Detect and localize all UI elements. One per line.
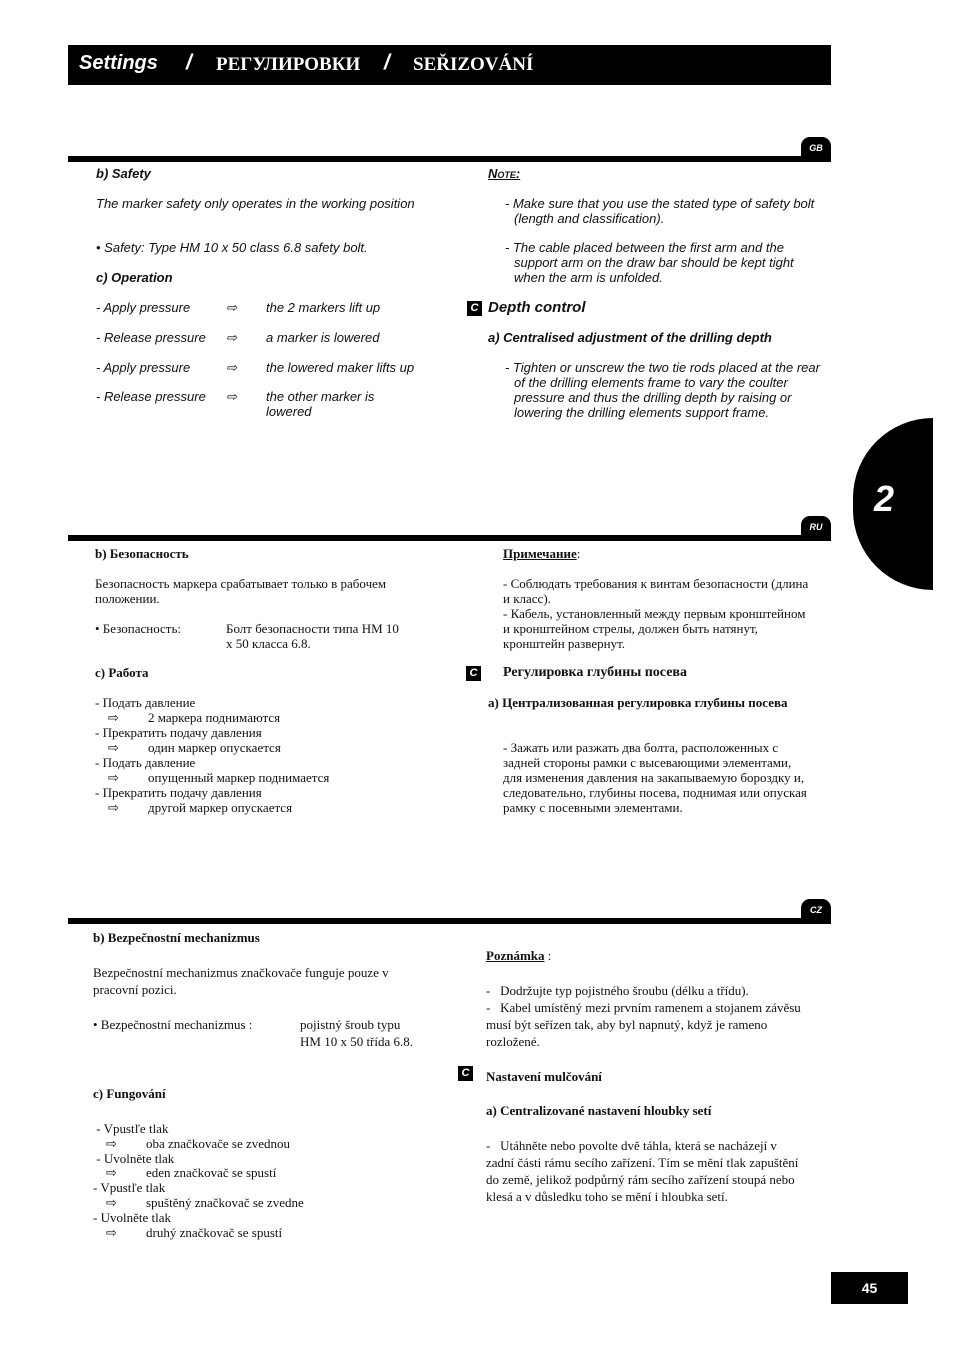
gb-op-result: the 2 markers lift up (266, 300, 381, 315)
cz-op-result: eden značkovač se spustí (146, 1165, 277, 1180)
header-separator: / (384, 51, 390, 74)
cz-op-action: - Uvolněte tlak (93, 1210, 171, 1225)
section-rule-cz (68, 918, 831, 924)
section-rule-ru (68, 535, 831, 541)
arrow-icon: ⇨ (106, 1136, 117, 1151)
gb-safety-bullet: • Safety: Type HM 10 x 50 class 6.8 safety bolt. (96, 240, 368, 255)
language-badge-cz: CZ (801, 899, 831, 920)
cz-note-item: - Dodržujte typ pojistného šroubu (délku a třídu). (486, 983, 749, 998)
header-bar (68, 45, 831, 85)
ru-note-item: - Соблюдать требования к винтам безопасности (длина и класс). (503, 576, 809, 606)
arrow-icon: ⇨ (106, 1225, 117, 1240)
arrow-icon: ⇨ (226, 360, 237, 375)
arrow-icon: ⇨ (108, 710, 119, 725)
cz-operation-title: c) Fungování (93, 1086, 166, 1101)
gb-op-result: the lowered maker lifts up (266, 360, 415, 375)
header-title-ru: РЕГУЛИРОВКИ (216, 54, 361, 75)
cz-op-action: - Vpustľe tlak (93, 1180, 166, 1195)
gb-operation-title: c) Operation (96, 270, 173, 285)
arrow-icon: ⇨ (106, 1195, 117, 1210)
gb-op-result: the other marker is lowered (266, 389, 375, 419)
gb-op-action: - Release pressure (96, 389, 206, 404)
cz-op-result: druhý značkovač se spustí (146, 1225, 283, 1240)
ru-op-result: опущенный маркер поднимается (148, 770, 330, 785)
gb-op-action: - Release pressure (96, 330, 206, 345)
ru-safety-text: Безопасность маркера срабатывает только в рабочем положении. (95, 576, 387, 606)
cz-safety-value: pojistný šroub typu HM 10 x 50 třída 6.8. (300, 1017, 414, 1049)
header-separator: / (186, 51, 192, 74)
arrow-icon: ⇨ (106, 1165, 117, 1180)
arrow-icon: ⇨ (226, 389, 237, 404)
ru-central-title: a) Централизованная регулировка глубины посева (488, 695, 788, 710)
c-box-icon: C (466, 666, 481, 681)
cz-note-heading (486, 947, 551, 964)
arrow-icon: ⇨ (226, 330, 237, 345)
c-box-icon: C (467, 301, 482, 316)
language-badge-gb: GB (801, 137, 831, 158)
ru-central-text: - Зажать или разжать два болта, расположенных с задней стороны рамки с высевающими элементами, для изменения давления на закапываемую бороздку и, следовательно, глубины посева, поднимая или опуская рамку с посевными элементами. (503, 740, 807, 815)
cz-op-action: - Vpustľe tlak (93, 1121, 169, 1136)
ru-op-action: - Подать давление (95, 695, 196, 710)
cz-op-action: - Uvolněte tlak (93, 1151, 175, 1166)
ru-op-result: один маркер опускается (148, 740, 281, 755)
cz-op-result: oba značkovače se zvednou (146, 1136, 291, 1151)
gb-central-title: a) Centralised adjustment of the drilling depth (488, 330, 772, 345)
c-box-icon: C (458, 1066, 473, 1081)
gb-note-title: Note: (488, 166, 521, 181)
gb-note-item: - Make sure that you use the stated type of safety bolt (length and classification). (505, 196, 815, 226)
ru-safety-value: Болт безопасности типа HM 10 x 50 класса 6.8. (226, 621, 399, 651)
cz-safety-text: Bezpečnostní mechanizmus značkovače funguje pouze v pracovní pozici. (93, 965, 389, 997)
gb-safety-title: b) Safety (96, 166, 151, 181)
ru-note-title: Примечание (503, 546, 577, 561)
cz-note-colon: : (544, 948, 552, 963)
cz-note-item: - Kabel umístěný mezi prvním ramenem a stojanem závěsu musí být seřízen tak, aby byl napnutý, když je rameno rozložené. (486, 1000, 805, 1049)
section-rule-gb (68, 156, 831, 162)
gb-op-action: - Apply pressure (96, 300, 191, 315)
ru-safety-title: b) Безопасность (95, 546, 189, 561)
gb-safety-text: The marker safety only operates in the working position (96, 196, 415, 211)
arrow-icon: ⇨ (108, 800, 119, 815)
ru-note-item: - Кабель, установленный между первым кронштейном и кронштейном стрелы, должен быть натянут, кронштейн развернут. (503, 606, 806, 651)
ru-op-action: - Прекратить подачу давления (95, 785, 262, 800)
ru-op-result: другой маркер опускается (148, 800, 293, 815)
gb-note-item: - The cable placed between the first arm and the support arm on the draw bar should be kept tight when the arm is unfolded. (505, 240, 794, 285)
ru-op-action: - Подать давление (95, 755, 196, 770)
ru-op-result: 2 маркера поднимаются (148, 710, 281, 725)
ru-op-action: - Прекратить подачу давления (95, 725, 262, 740)
arrow-icon: ⇨ (108, 740, 119, 755)
gb-op-action: - Apply pressure (96, 360, 191, 375)
chapter-number: 2 (874, 478, 895, 519)
gb-central-text: - Tighten or unscrew the two tie rods placed at the rear of the drilling elements frame to vary the coulter pressure and thus the drilling depth by raising or lowering the drilling elements support frame. (505, 360, 820, 420)
ru-depth-title: Регулировка глубины посева (503, 665, 687, 680)
header-title-en: Settings (79, 52, 158, 74)
arrow-icon: ⇨ (226, 300, 237, 315)
ru-safety-label: • Безопасность: (95, 621, 182, 636)
arrow-icon: ⇨ (108, 770, 119, 785)
cz-op-result: spuštěný značkovač se zvedne (146, 1195, 304, 1210)
cz-note-title: Poznámka (486, 948, 545, 963)
header-title-cz: SEŘIZOVÁNÍ (413, 54, 534, 75)
language-badge-ru: RU (801, 516, 831, 537)
gb-depth-title: Depth control (488, 299, 586, 316)
page-number: 45 (831, 1272, 908, 1304)
cz-central-title: a) Centralizované nastavení hloubky setí (486, 1103, 712, 1118)
ru-note-colon: : (576, 546, 581, 561)
cz-central-text: - Utáhněte nebo povolte dvě táhla, která se nacházejí v zadní části rámu secího zařízení. Tím se mění tlak zapuštění do země, jelikož podpůrný rám secího zařízení stoupá nebo klesá a v důsledku toho se mění i hloubka setí. (486, 1138, 802, 1204)
cz-safety-label: • Bezpečnostní mechanizmus : (93, 1017, 253, 1032)
cz-depth-title: Nastavení mulčování (486, 1069, 602, 1084)
ru-operation-title: c) Работа (95, 665, 149, 680)
gb-op-result: a marker is lowered (266, 330, 380, 345)
cz-safety-title: b) Bezpečnostní mechanizmus (93, 930, 260, 945)
ru-note-heading (503, 546, 580, 561)
